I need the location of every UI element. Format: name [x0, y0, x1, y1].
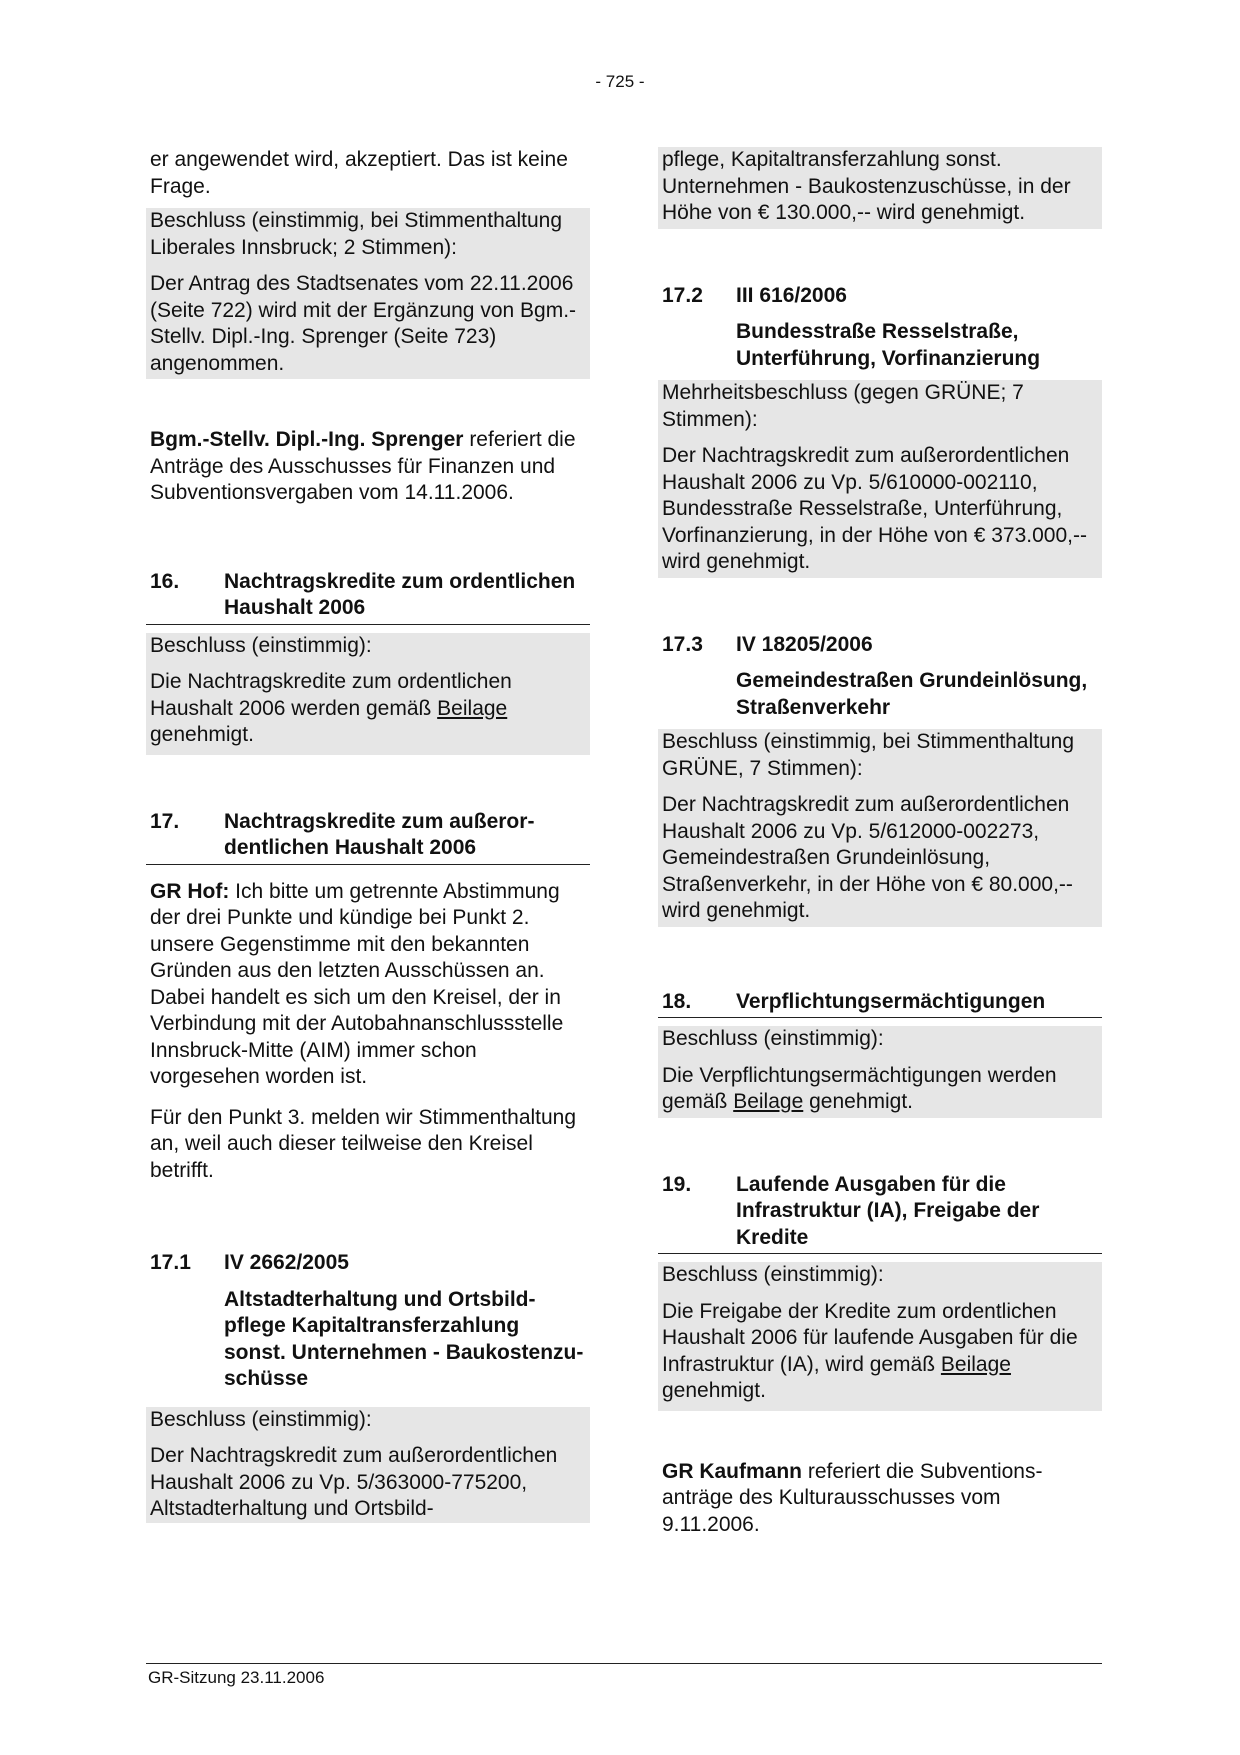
paragraph: Für den Punkt 3. melden wir Stimmenthaltung an, weil auch dieser teilweise den Kreisel betrifft. — [150, 1105, 577, 1182]
speaker-text: referiert die Subventionsanträge des Kulturausschusses vom 9.11.2006. — [662, 1459, 1043, 1536]
section-number: 17.1 — [150, 1251, 191, 1274]
section-subtitle: Gemeindestraßen Grundeinlösung, Straßenverkehr — [736, 669, 1088, 719]
section-number: 17. — [150, 809, 180, 833]
section-title: Nachtragskredite zum ordentlichen Haushalt 2006 — [224, 569, 576, 619]
resolution-text: Der Antrag des Stadtsenates vom 22.11.2006 (Seite 722) wird mit der Ergänzung von Bgm.-Stellv. Dipl.-Ing. Sprenger (Seite 723) angenommen. — [146, 261, 590, 379]
footer-divider — [146, 1663, 1102, 1664]
section-heading-19 — [658, 1172, 1102, 1255]
right-column — [658, 147, 1102, 1538]
speaker-paragraph — [146, 427, 590, 507]
resolution-label: Beschluss (einstimmig): — [658, 1262, 1102, 1289]
section-heading-17-2 — [658, 283, 1102, 312]
resolution-label: Beschluss (einstimmig): — [658, 1026, 1102, 1053]
resolution-text — [146, 659, 590, 755]
section-heading-17-3 — [658, 632, 1102, 661]
section-subtitle: Altstadterhaltung und Ortsbildpflege Kapitaltransferzahlung sonst. Unternehmen - Baukostenzuschüsse — [224, 1287, 584, 1390]
section-heading-18 — [658, 989, 1102, 1019]
beilage-link[interactable]: Beilage — [437, 696, 508, 720]
speaker-paragraph — [658, 1459, 1102, 1539]
resolution-text — [658, 1053, 1102, 1118]
speaker-name: GR Hof: — [150, 879, 230, 903]
resolution-text: Der Nachtragskredit zum außerordentlichen Haushalt 2006 zu Vp. 5/363000-775200, Altstadterhaltung und Ortsbild- — [146, 1433, 590, 1523]
left-column — [146, 147, 590, 1523]
speaker-text: Ich bitte um getrennte Abstimmung der drei Punkte und kündige bei Punkt 2. unsere Gegenstimme mit den bekannten Gründen aus den letzten Ausschüssen an. Dabei handelt es sich um den Kreisel, der in Verbindung mit der Autobahnanschlussstelle Innsbruck-Mitte (AIM) immer schon vorgesehen worden ist. — [150, 879, 564, 1088]
resolution-text: Der Nachtragskredit zum außerordentlichen Haushalt 2006 zu Vp. 5/610000-002110, Bundesstraße Resselstraße, Unterführung, Vorfinanzierung, in der Höhe von € 373.000,-- wird genehmigt. — [658, 433, 1102, 578]
resolution-text: Der Nachtragskredit zum außerordentlichen Haushalt 2006 zu Vp. 5/612000-002273, Gemeindestraßen Grundeinlösung, Straßenverkehr, in der Höhe von € 80.000,-- wird genehmigt. — [658, 782, 1102, 927]
resolution-label: Beschluss (einstimmig): — [146, 633, 590, 660]
section-reference: IV 2662/2005 — [224, 1251, 349, 1274]
section-heading-16 — [146, 569, 590, 625]
section-reference: III 616/2006 — [736, 283, 847, 307]
resolution-text-part: genehmigt. — [150, 723, 254, 746]
section-number: 18. — [662, 989, 692, 1013]
section-number: 19. — [662, 1172, 692, 1196]
section-heading-17 — [146, 809, 590, 865]
resolution-text-part: Die Nachtragskredite zum ordentlichen Haushalt 2006 werden gemäß — [150, 670, 512, 720]
section-title: Laufende Ausgaben für die Infrastruktur (IA), Freigabe der Kredite — [736, 1172, 1040, 1249]
resolution-text-part: Die Freigabe der Kredite zum ordentlichen Haushalt 2006 für laufende Ausgaben für die Infrastruktur (IA), wird gemäß — [662, 1299, 1078, 1376]
resolution-label: Beschluss (einstimmig, bei Stimmenthaltung Liberales Innsbruck; 2 Stimmen): — [146, 208, 590, 261]
section-title: Nachtragskredite zum außerordentlichen Haushalt 2006 — [224, 809, 535, 859]
page-number: - 725 - — [595, 72, 645, 91]
section-subtitle: Bundesstraße Resselstraße, Unterführung, Vorfinanzierung — [736, 320, 1041, 370]
resolution-text — [658, 1289, 1102, 1411]
section-number: 17.3 — [662, 632, 703, 656]
beilage-link[interactable]: Beilage — [940, 1352, 1011, 1376]
beilage-link[interactable]: Beilage — [733, 1090, 804, 1113]
speaker-name: Bgm.-Stellv. Dipl.-Ing. Sprenger — [150, 428, 464, 451]
resolution-label: Beschluss (einstimmig): — [146, 1407, 590, 1434]
speaker-paragraph — [146, 879, 590, 1091]
resolution-label: Beschluss (einstimmig, bei Stimmenthaltung GRÜNE, 7 Stimmen): — [658, 729, 1102, 782]
resolution-text-part: genehmigt. — [662, 1379, 766, 1402]
section-reference: IV 18205/2006 — [736, 632, 873, 656]
footer-text: GR-Sitzung 23.11.2006 — [148, 1668, 325, 1687]
paragraph: er angewendet wird, akzeptiert. Das ist keine Frage. — [150, 148, 568, 198]
resolution-text-part: Die Verpflichtungsermächtigungen werden gemäß — [662, 1063, 1057, 1113]
section-number: 17.2 — [662, 283, 703, 307]
section-title: Verpflichtungsermächtigungen — [736, 989, 1046, 1013]
section-number: 16. — [150, 569, 180, 593]
section-heading-17-1 — [146, 1250, 590, 1279]
resolution-label: Mehrheitsbeschluss (gegen GRÜNE; 7 Stimmen): — [658, 380, 1102, 433]
speaker-name: GR Kaufmann — [662, 1459, 803, 1483]
resolution-text: pflege, Kapitaltransferzahlung sonst. Unternehmen - Baukostenzuschüsse, in der Höhe von € 130.000,-- wird genehmigt. — [658, 147, 1102, 229]
resolution-text-part: genehmigt. — [803, 1090, 914, 1113]
speaker-text: referiert die Anträge des Ausschusses für Finanzen und Subventionsvergaben vom 14.11.2006. — [150, 428, 576, 504]
